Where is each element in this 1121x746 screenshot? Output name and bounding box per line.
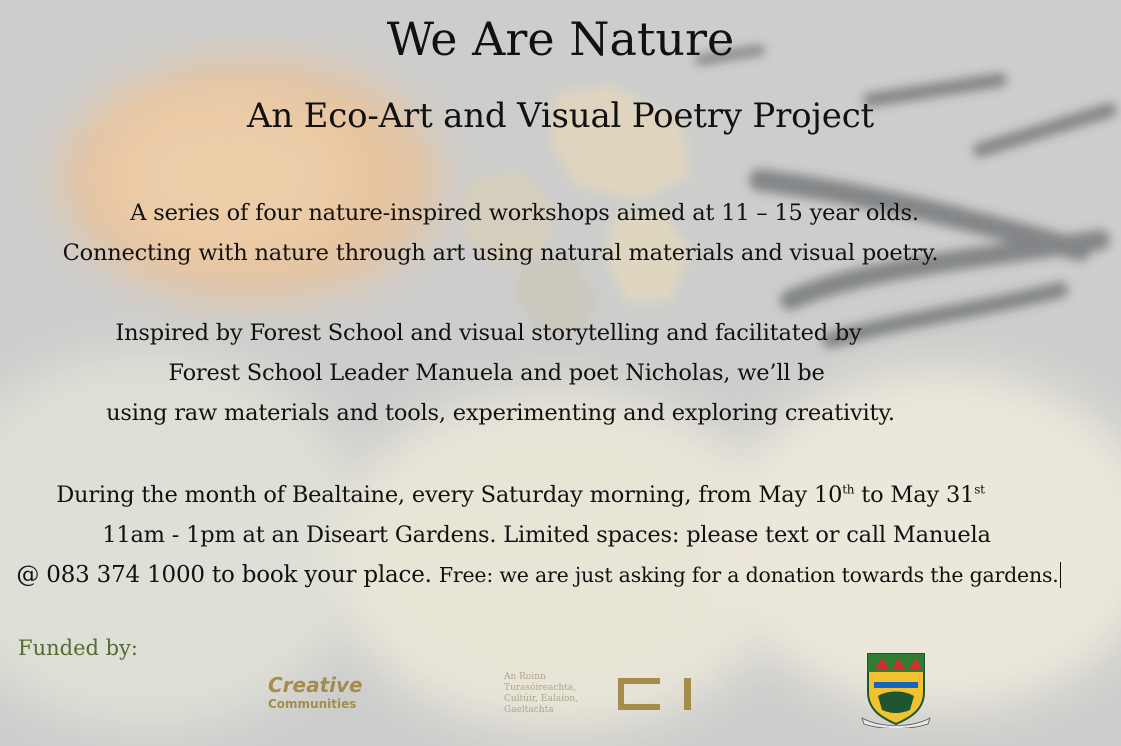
schedule-text-b: to May 31	[854, 482, 975, 508]
logo-text: Cultúir, Ealaíon,	[504, 694, 579, 704]
creative-communities-logo	[268, 674, 368, 718]
donation-text: Free: we are just asking for a donation towards the gardens.	[438, 563, 1059, 587]
description-line-1: A series of four nature-inspired workshops aimed at 11 – 15 year olds.	[130, 200, 919, 226]
page-subtitle: An Eco-Art and Visual Poetry Project	[246, 96, 874, 136]
logo-text: Creative	[268, 673, 363, 697]
text-cursor	[1060, 562, 1061, 588]
schedule-text-a: During the month of Bealtaine, every Saturday morning, from May 10	[56, 482, 843, 508]
ordinal-suffix: st	[974, 482, 985, 497]
logo-text: Gaeltachta	[504, 705, 554, 715]
booking-text: @ 083 374 1000 to book your place.	[16, 562, 439, 588]
page-title: We Are Nature	[386, 12, 735, 66]
ordinal-suffix: th	[842, 482, 855, 497]
county-crest-icon	[860, 652, 932, 728]
description-line-2: Connecting with nature through art using natural materials and visual poetry.	[62, 240, 939, 266]
logo-text: Communities	[268, 697, 357, 711]
logo-text: An Roinn Turasóireachta,	[504, 672, 577, 693]
inspiration-line-1: Inspired by Forest School and visual storytelling and facilitated by	[115, 320, 862, 346]
inspiration-line-2: Forest School Leader Manuela and poet Nicholas, we’ll be	[168, 360, 825, 386]
schedule-line-1	[0, 482, 1081, 508]
government-department-logo	[504, 672, 610, 718]
funded-by-label: Funded by:	[18, 636, 138, 660]
schedule-line-3	[0, 562, 1099, 588]
inspiration-line-3: using raw materials and tools, experimenting and exploring creativity.	[106, 400, 895, 426]
creative-ireland-mark-icon	[614, 674, 696, 714]
schedule-line-2: 11am - 1pm at an Diseart Gardens. Limited spaces: please text or call Manuela	[102, 522, 991, 548]
